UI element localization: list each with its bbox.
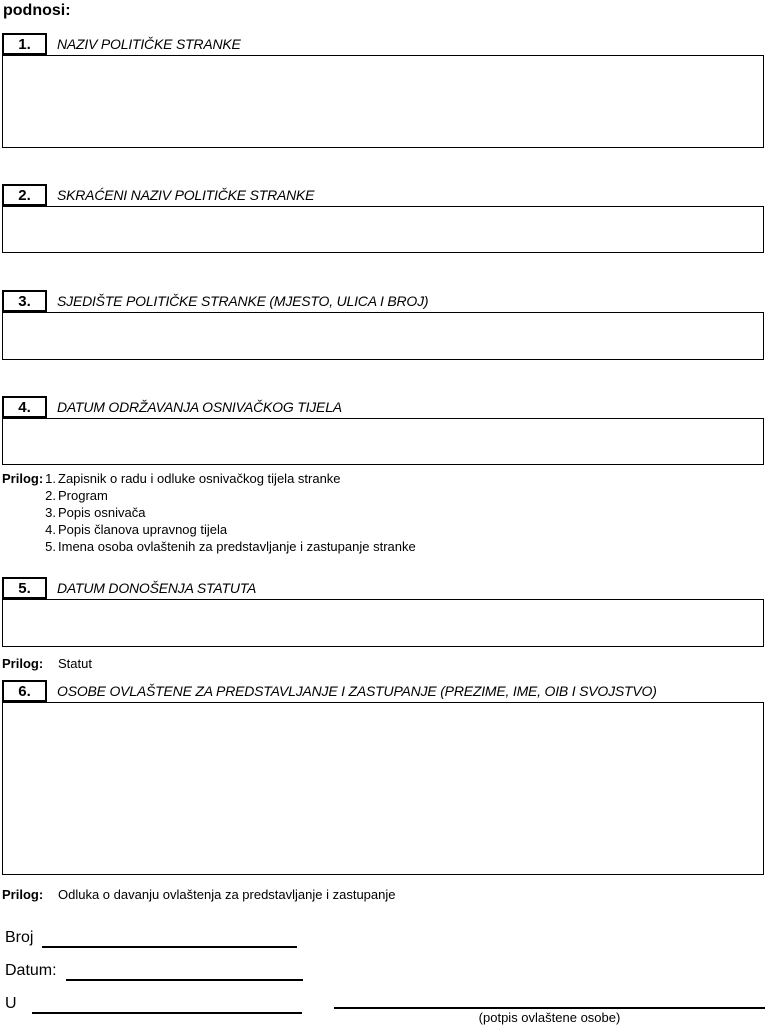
section-datum-statuta-number: 5. [2,577,47,599]
section-datum-osnivanja-input-box[interactable] [2,418,764,465]
prilog-section-6 [2,886,766,903]
prilog-section-4 [2,470,766,555]
prilog-item-text: Zapisnik o radu i odluke osnivačkog tijela stranke [58,471,341,486]
section-skraceni-naziv-header [2,184,764,206]
section-datum-statuta-header [2,577,764,599]
prilog-item [42,504,766,521]
section-sjediste-number: 3. [2,290,47,312]
section-sjediste-input-box[interactable] [2,312,764,360]
signature-caption: (potpis ovlaštene osobe) [478,1010,621,1025]
broj-label: Broj [5,929,34,946]
section-naziv [2,33,764,148]
section-sjediste-label: SJEDIŠTE POLITIČKE STRANKE (MJESTO, ULICA I BROJ) [57,293,429,309]
section-osobe-ovlastene-input-box[interactable] [2,702,764,875]
section-datum-osnivanja-header [2,396,764,418]
datum-label: Datum: [5,962,57,979]
section-osobe-ovlastene-header [2,680,764,702]
prilog-item-number: 1. [45,471,56,486]
prilog-item-text: Imena osoba ovlaštenih za predstavljanje i zastupanje stranke [58,539,416,554]
prilog-5-text: Statut [58,656,92,671]
form-footer [5,928,766,1014]
section-datum-statuta [2,577,764,647]
section-skraceni-naziv-number: 2. [2,184,47,206]
section-datum-statuta-input-box[interactable] [2,599,764,647]
prilog-item-text: Program [58,488,108,503]
prilog-4-items [42,470,766,555]
prilog-item-text: Popis osnivača [58,505,146,520]
section-naziv-label: NAZIV POLITIČKE STRANKE [57,36,241,52]
broj-row [5,928,766,948]
prilog-item [42,538,766,555]
prilog-section-5 [2,655,766,672]
prilog-item-number: 5. [45,539,56,554]
section-datum-osnivanja-number: 4. [2,396,47,418]
section-osobe-ovlastene [2,680,764,875]
prilog-item [42,521,766,538]
form-intro-text: podnosi: [3,2,71,19]
section-sjediste-header [2,290,764,312]
prilog-5-label: Prilog: [2,656,44,671]
datum-row [5,961,766,981]
section-naziv-header [2,33,764,55]
section-datum-osnivanja [2,396,764,465]
section-naziv-input-box[interactable] [2,55,764,148]
broj-fill-line[interactable] [42,932,297,948]
mjesto-fill-line[interactable] [32,998,302,1014]
prilog-item [42,470,766,487]
prilog-item-text: Popis članova upravnog tijela [58,522,228,537]
section-datum-osnivanja-label: DATUM ODRŽAVANJA OSNIVAČKOG TIJELA [57,399,342,415]
prilog-6-label: Prilog: [2,887,44,902]
prilog-6-text: Odluka o davanju ovlaštenja za predstavljanje i zastupanje [58,887,396,902]
prilog-item-number: 2. [45,488,56,503]
signature-block [334,1007,765,1025]
section-sjediste [2,290,764,360]
section-skraceni-naziv-label: SKRAĆENI NAZIV POLITIČKE STRANKE [57,187,315,203]
prilog-4-label: Prilog: [2,471,44,486]
mjesto-label: U [5,995,17,1012]
section-datum-statuta-label: DATUM DONOŠENJA STATUTA [57,580,257,596]
prilog-item-number: 4. [45,522,56,537]
section-naziv-number: 1. [2,33,47,55]
prilog-item-number: 3. [45,505,56,520]
datum-fill-line[interactable] [66,965,303,981]
signature-line[interactable] [334,1007,765,1009]
section-osobe-ovlastene-label: OSOBE OVLAŠTENE ZA PREDSTAVLJANJE I ZASTUPANJE (PREZIME, IME, OIB I SVOJSTVO) [57,683,657,699]
prilog-item [42,487,766,504]
section-osobe-ovlastene-number: 6. [2,680,47,702]
section-skraceni-naziv-input-box[interactable] [2,206,764,253]
section-skraceni-naziv [2,184,764,253]
